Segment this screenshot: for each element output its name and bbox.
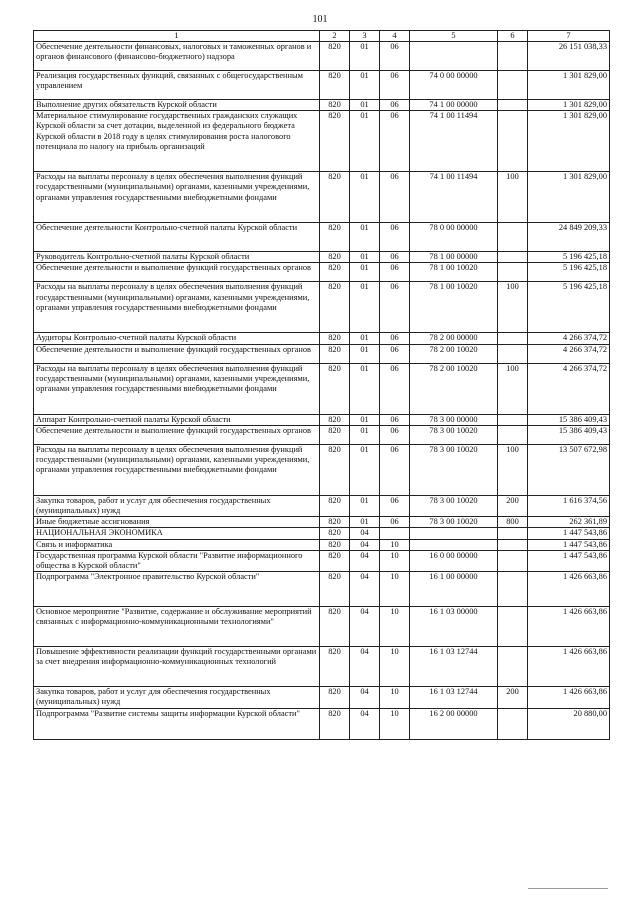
table-header-row [34,31,610,42]
cell-csr: 74 0 00 00000 [410,71,498,100]
cell-sum: 1 426 663,86 [528,687,610,708]
cell-gr: 820 [320,252,350,263]
cell-pr: 06 [380,172,410,223]
cell-name: Обеспечение деятельности финансовых, налоговых и таможенных органов и органов финансового (финансово-бюджетного) надзора [34,42,320,71]
cell-gr: 820 [320,282,350,333]
page-number: 101 [312,14,328,25]
cell-sum: 20 880,00 [528,708,610,739]
cell-csr [410,528,498,539]
cell-rz: 01 [350,252,380,263]
cell-name: Закупка товаров, работ и услуг для обеспечения государственных (муниципальных) нужд [34,687,320,708]
cell-sum: 15 386 409,43 [528,425,610,444]
cell-rz: 01 [350,495,380,516]
cell-csr: 78 1 00 10020 [410,263,498,282]
header-col-7: 7 [528,31,610,42]
table-row [34,687,610,708]
cell-gr: 820 [320,444,350,495]
cell-gr: 820 [320,517,350,528]
cell-gr: 820 [320,100,350,111]
cell-csr: 16 1 00 00000 [410,572,498,607]
cell-sum: 1 447 543,86 [528,528,610,539]
cell-pr: 10 [380,607,410,647]
cell-rz: 01 [350,223,380,252]
cell-csr: 74 1 00 11494 [410,172,498,223]
cell-gr: 820 [320,172,350,223]
cell-pr: 10 [380,687,410,708]
footer-line [528,888,608,889]
cell-gr: 820 [320,414,350,425]
cell-csr: 78 3 00 10020 [410,517,498,528]
cell-sum: 13 507 672,98 [528,444,610,495]
cell-rz: 04 [350,647,380,687]
cell-name: Расходы на выплаты персоналу в целях обеспечения выполнения функций государственными (муниципальными) органами, казенными учреждениями, органами управления государственными внебюджетными фондами [34,444,320,495]
cell-name: Подпрограмма "Электронное правительство Курской области" [34,572,320,607]
cell-name: Расходы на выплаты персоналу в целях обеспечения выполнения функций государственными (муниципальными) органами, казенными учреждениями, органами управления государственными внебюджетными фондами [34,172,320,223]
cell-name: Выполнение других обязательств Курской области [34,100,320,111]
cell-rz: 01 [350,344,380,363]
table-row [34,344,610,363]
table-row [34,539,610,550]
cell-pr: 10 [380,539,410,550]
table-row [34,252,610,263]
cell-name: Государственная программа Курской области "Развитие информационного общества в Курской области" [34,550,320,571]
cell-pr: 06 [380,100,410,111]
cell-name: Расходы на выплаты персоналу в целях обеспечения выполнения функций государственными (муниципальными) органами, казенными учреждениями, органами управления государственными внебюджетными фондами [34,363,320,414]
cell-vr: 800 [498,517,528,528]
table-row [34,647,610,687]
cell-rz: 01 [350,333,380,344]
table-body [34,42,610,740]
cell-csr: 16 0 00 00000 [410,550,498,571]
cell-vr: 100 [498,172,528,223]
cell-vr [498,344,528,363]
cell-gr: 820 [320,42,350,71]
table-row [34,71,610,100]
cell-pr: 10 [380,550,410,571]
cell-csr: 78 3 00 00000 [410,414,498,425]
cell-gr: 820 [320,111,350,172]
cell-name: Обеспечение деятельности и выполнение функций государственных органов [34,425,320,444]
cell-name: Аудиторы Контрольно-счетной палаты Курской области [34,333,320,344]
table-row [34,223,610,252]
cell-rz: 04 [350,687,380,708]
cell-rz: 04 [350,528,380,539]
table-row [34,425,610,444]
cell-sum: 1 616 374,56 [528,495,610,516]
table-row [34,42,610,71]
cell-rz: 01 [350,100,380,111]
table-row [34,333,610,344]
cell-gr: 820 [320,647,350,687]
cell-rz: 04 [350,572,380,607]
cell-vr [498,425,528,444]
cell-rz: 01 [350,444,380,495]
cell-csr: 78 1 00 10020 [410,282,498,333]
cell-pr: 06 [380,223,410,252]
cell-vr [498,647,528,687]
cell-rz: 04 [350,607,380,647]
cell-csr: 16 1 03 12744 [410,647,498,687]
cell-rz: 01 [350,71,380,100]
header-col-5: 5 [410,31,498,42]
cell-pr [380,528,410,539]
header-col-2: 2 [320,31,350,42]
table-row [34,444,610,495]
table-row [34,111,610,172]
cell-gr: 820 [320,344,350,363]
cell-name: Иные бюджетные ассигнования [34,517,320,528]
cell-pr: 10 [380,647,410,687]
table-row [34,550,610,571]
cell-sum: 1 426 663,86 [528,647,610,687]
cell-sum: 1 301 829,00 [528,100,610,111]
cell-rz: 01 [350,172,380,223]
cell-csr: 74 1 00 11494 [410,111,498,172]
cell-pr: 10 [380,572,410,607]
cell-pr: 06 [380,71,410,100]
cell-name: Обеспечение деятельности Контрольно-счетной палаты Курской области [34,223,320,252]
header-col-1: 1 [34,31,320,42]
header-col-6: 6 [498,31,528,42]
cell-sum: 1 426 663,86 [528,572,610,607]
cell-csr: 78 2 00 00000 [410,333,498,344]
cell-csr [410,42,498,71]
cell-pr: 06 [380,111,410,172]
cell-csr: 78 1 00 00000 [410,252,498,263]
cell-sum: 262 361,89 [528,517,610,528]
cell-name: Обеспечение деятельности и выполнение функций государственных органов [34,263,320,282]
cell-name: Подпрограмма "Развитие системы защиты информации Курской области" [34,708,320,739]
cell-sum: 1 447 543,86 [528,539,610,550]
cell-name: Закупка товаров, работ и услуг для обеспечения государственных (муниципальных) нужд [34,495,320,516]
cell-vr [498,528,528,539]
cell-pr: 06 [380,495,410,516]
cell-gr: 820 [320,71,350,100]
cell-name: Реализация государственных функций, связанных с общегосударственным управлением [34,71,320,100]
cell-pr: 06 [380,414,410,425]
cell-pr: 10 [380,708,410,739]
table-row [34,414,610,425]
cell-vr [498,333,528,344]
cell-rz: 01 [350,425,380,444]
cell-sum: 5 196 425,18 [528,252,610,263]
cell-csr: 16 1 03 00000 [410,607,498,647]
cell-vr: 100 [498,363,528,414]
cell-pr: 06 [380,517,410,528]
cell-gr: 820 [320,687,350,708]
cell-sum: 1 301 829,00 [528,111,610,172]
cell-vr [498,572,528,607]
table-row [34,572,610,607]
cell-vr [498,539,528,550]
table-row [34,517,610,528]
header-col-3: 3 [350,31,380,42]
cell-name: Аппарат Контрольно-счетной палаты Курской области [34,414,320,425]
table-row [34,100,610,111]
cell-vr: 100 [498,282,528,333]
cell-rz: 01 [350,363,380,414]
cell-gr: 820 [320,607,350,647]
cell-pr: 06 [380,344,410,363]
cell-rz: 01 [350,282,380,333]
cell-vr [498,607,528,647]
header-col-4: 4 [380,31,410,42]
cell-name: Материальное стимулирование государственных гражданских служащих Курской области за счет дотации, выделенной из федерального бюджета Курской области в 2018 году в целях стимулирования роста налогового потенциала по налогу на прибыль организаций [34,111,320,172]
cell-vr [498,263,528,282]
table-row [34,708,610,739]
cell-gr: 820 [320,425,350,444]
cell-sum: 1 426 663,86 [528,607,610,647]
budget-table [33,30,610,740]
cell-csr: 78 0 00 00000 [410,223,498,252]
cell-vr [498,414,528,425]
cell-name: Связь и информатика [34,539,320,550]
cell-csr: 78 2 00 10020 [410,363,498,414]
cell-vr [498,111,528,172]
cell-gr: 820 [320,539,350,550]
cell-pr: 06 [380,282,410,333]
cell-sum: 15 386 409,43 [528,414,610,425]
cell-vr [498,100,528,111]
cell-rz: 01 [350,517,380,528]
cell-name: Основное мероприятие "Развитие, содержание и обслуживание мероприятий связанных с информационно-коммуникационными технологиями" [34,607,320,647]
cell-gr: 820 [320,263,350,282]
cell-rz: 04 [350,550,380,571]
cell-vr [498,252,528,263]
cell-rz: 01 [350,263,380,282]
cell-rz: 01 [350,414,380,425]
cell-name: Повышение эффективности реализации функций государственными органами за счет внедрения информационно-коммуникационных технологий [34,647,320,687]
cell-pr: 06 [380,363,410,414]
cell-csr: 16 2 00 00000 [410,708,498,739]
cell-csr [410,539,498,550]
cell-gr: 820 [320,550,350,571]
cell-gr: 820 [320,708,350,739]
cell-csr: 78 2 00 10020 [410,344,498,363]
cell-name: НАЦИОНАЛЬНАЯ ЭКОНОМИКА [34,528,320,539]
cell-pr: 06 [380,252,410,263]
cell-sum: 5 196 425,18 [528,263,610,282]
cell-rz: 01 [350,42,380,71]
cell-rz: 04 [350,708,380,739]
cell-vr: 100 [498,444,528,495]
cell-name: Обеспечение деятельности и выполнение функций государственных органов [34,344,320,363]
cell-csr: 78 3 00 10020 [410,495,498,516]
cell-pr: 06 [380,425,410,444]
table-row [34,607,610,647]
cell-pr: 06 [380,42,410,71]
cell-sum: 5 196 425,18 [528,282,610,333]
table-row [34,172,610,223]
cell-sum: 4 266 374,72 [528,363,610,414]
cell-rz: 04 [350,539,380,550]
cell-name: Руководитель Контрольно-счетной палаты Курской области [34,252,320,263]
table-row [34,363,610,414]
cell-vr [498,71,528,100]
cell-csr: 78 3 00 10020 [410,425,498,444]
cell-sum: 4 266 374,72 [528,344,610,363]
table-row [34,528,610,539]
cell-sum: 1 301 829,00 [528,71,610,100]
cell-gr: 820 [320,363,350,414]
cell-csr: 78 3 00 10020 [410,444,498,495]
cell-pr: 06 [380,333,410,344]
cell-csr: 16 1 03 12744 [410,687,498,708]
cell-vr [498,223,528,252]
cell-sum: 1 447 543,86 [528,550,610,571]
cell-sum: 1 301 829,00 [528,172,610,223]
cell-gr: 820 [320,572,350,607]
cell-vr: 200 [498,687,528,708]
cell-vr [498,708,528,739]
table-row [34,282,610,333]
cell-csr: 74 1 00 00000 [410,100,498,111]
table-row [34,495,610,516]
cell-sum: 24 849 209,33 [528,223,610,252]
cell-rz: 01 [350,111,380,172]
cell-sum: 26 151 038,33 [528,42,610,71]
cell-pr: 06 [380,444,410,495]
table-row [34,263,610,282]
cell-gr: 820 [320,495,350,516]
cell-vr [498,550,528,571]
cell-vr [498,42,528,71]
cell-gr: 820 [320,528,350,539]
cell-vr: 200 [498,495,528,516]
cell-gr: 820 [320,333,350,344]
cell-sum: 4 266 374,72 [528,333,610,344]
cell-name: Расходы на выплаты персоналу в целях обеспечения выполнения функций государственными (муниципальными) органами, казенными учреждениями, органами управления государственными внебюджетными фондами [34,282,320,333]
cell-pr: 06 [380,263,410,282]
cell-gr: 820 [320,223,350,252]
